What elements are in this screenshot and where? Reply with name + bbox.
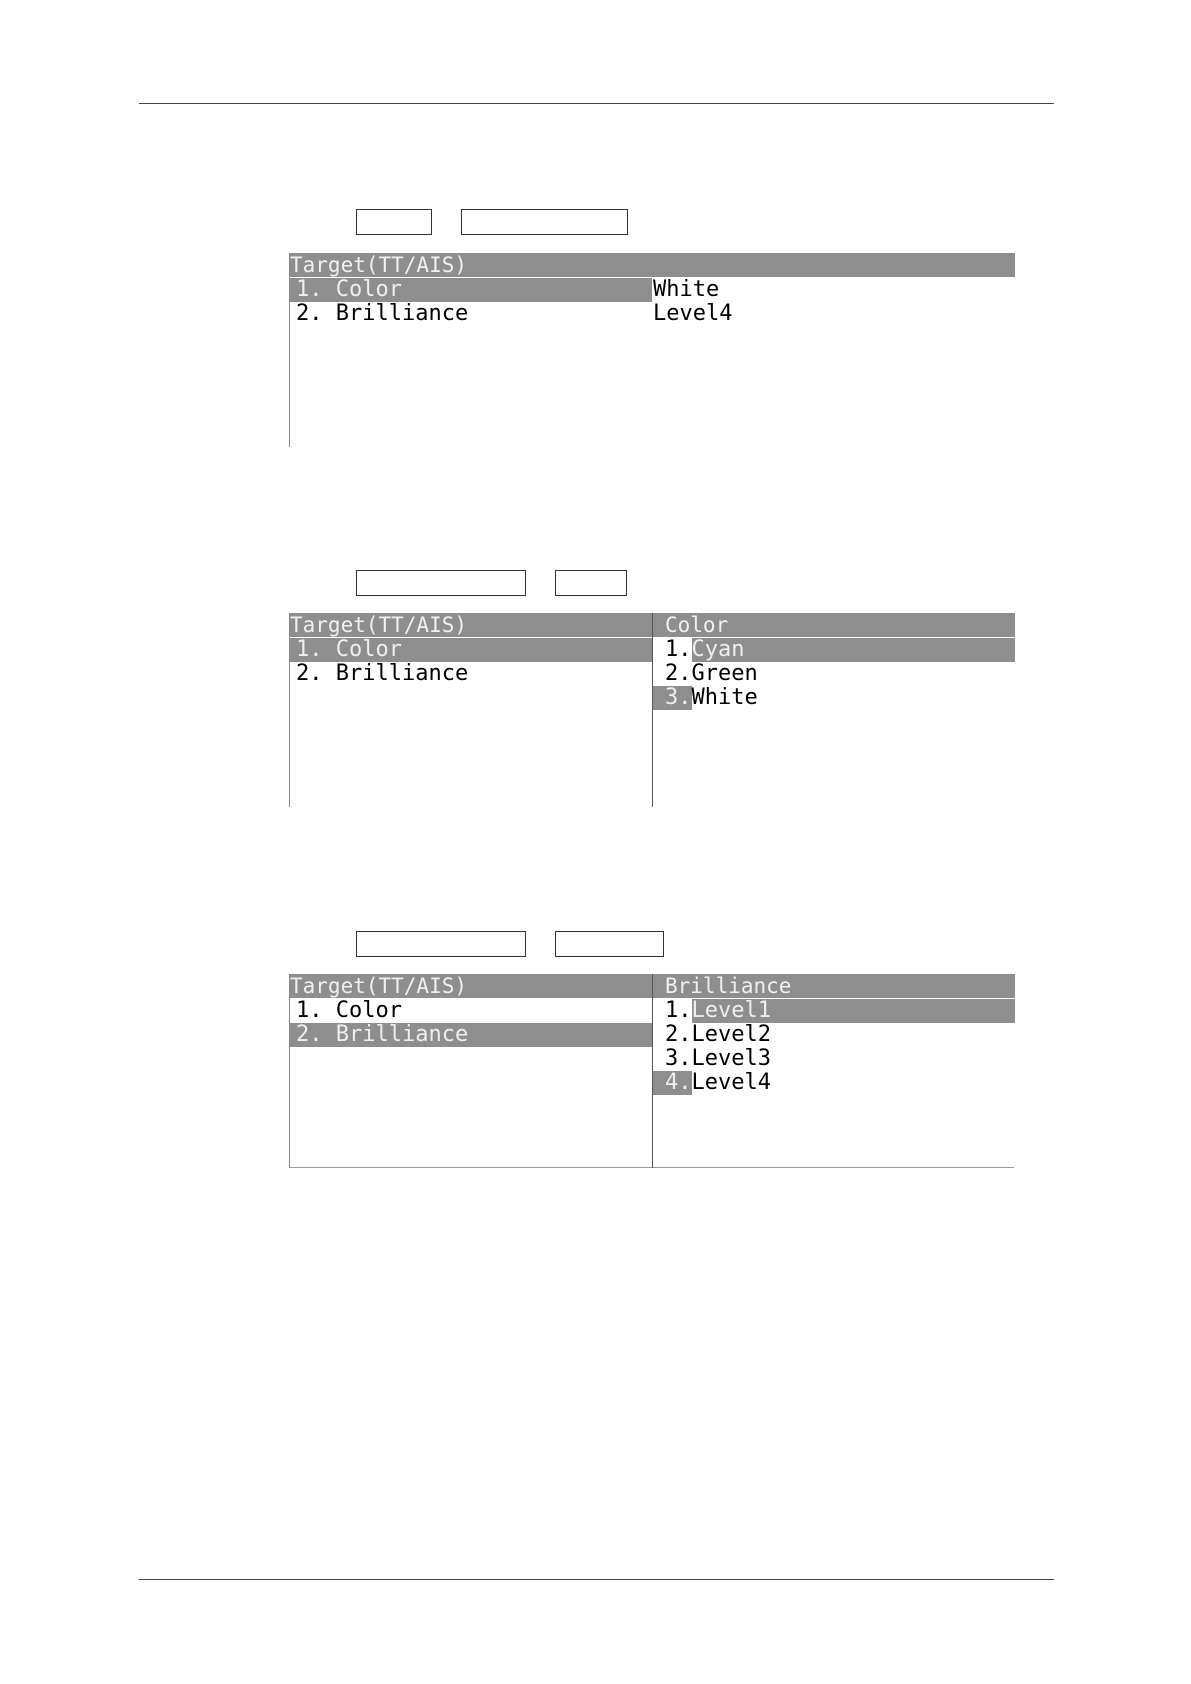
menu-item-label: 1. Color bbox=[296, 638, 402, 662]
option-number: 3. bbox=[653, 686, 692, 710]
menu-item-value: White bbox=[653, 278, 720, 302]
option-level3[interactable] bbox=[653, 1047, 1015, 1071]
option-label: Green bbox=[691, 662, 758, 686]
option-label: Cyan bbox=[691, 638, 745, 662]
option-level1[interactable] bbox=[653, 999, 1015, 1023]
option-number: 1. bbox=[653, 638, 692, 662]
option-number: 1. bbox=[653, 999, 692, 1023]
submenu-title bbox=[653, 613, 1015, 637]
menu-item-label: 1. Color bbox=[296, 999, 402, 1023]
submenu-title-text: Color bbox=[665, 613, 729, 637]
option-label: Level2 bbox=[691, 1023, 771, 1047]
option-label: White bbox=[691, 686, 758, 710]
submenu-title-text: Brilliance bbox=[665, 974, 792, 998]
menu-item-brilliance[interactable] bbox=[290, 302, 652, 326]
option-label: Level4 bbox=[691, 1071, 771, 1095]
menu-item-label: 2. Brilliance bbox=[296, 662, 469, 686]
option-white[interactable] bbox=[653, 686, 1015, 710]
menu-item-brilliance[interactable] bbox=[290, 1023, 652, 1047]
header-rule bbox=[139, 103, 1054, 104]
option-number: 2. bbox=[665, 1023, 692, 1047]
menu-item-color[interactable] bbox=[290, 278, 652, 302]
color-item-key-box[interactable] bbox=[356, 570, 526, 596]
option-number: 3. bbox=[665, 1047, 692, 1071]
menu-key-box[interactable] bbox=[356, 209, 432, 235]
menu-item-color[interactable] bbox=[290, 638, 652, 662]
option-green[interactable] bbox=[653, 662, 1015, 686]
panel-title-text: Target(TT/AIS) bbox=[290, 253, 468, 277]
menu-item-color-value bbox=[653, 278, 1015, 302]
menu-item-color[interactable] bbox=[290, 999, 652, 1023]
enter-key-box[interactable] bbox=[555, 570, 627, 596]
brilliance-item-key-box[interactable] bbox=[356, 931, 526, 957]
option-level2[interactable] bbox=[653, 1023, 1015, 1047]
menu-item-label: 2. Brilliance bbox=[296, 1023, 469, 1047]
panel-title-text: Target(TT/AIS) bbox=[290, 613, 468, 637]
menu-item-label: 1. Color bbox=[296, 278, 402, 302]
panel-title-text: Target(TT/AIS) bbox=[290, 974, 468, 998]
option-number: 4. bbox=[653, 1071, 692, 1095]
panel-title bbox=[290, 974, 652, 998]
footer-rule bbox=[139, 1579, 1054, 1580]
brilliance-submenu-panel bbox=[289, 974, 1014, 1168]
submenu-title bbox=[653, 974, 1015, 998]
option-cyan[interactable] bbox=[653, 638, 1015, 662]
option-label: Level1 bbox=[691, 999, 771, 1023]
option-level4[interactable] bbox=[653, 1071, 1015, 1095]
menu-item-value: Level4 bbox=[653, 302, 733, 326]
menu-item-brilliance-value bbox=[653, 302, 1015, 326]
enter-key-box[interactable] bbox=[555, 931, 664, 957]
color-submenu-panel bbox=[289, 613, 1014, 807]
menu-item-brilliance[interactable] bbox=[290, 662, 652, 686]
panel-title bbox=[290, 613, 652, 637]
target-menu-key-box[interactable] bbox=[461, 209, 628, 235]
target-menu-panel bbox=[289, 253, 1014, 447]
option-label: Level3 bbox=[691, 1047, 771, 1071]
menu-item-label: 2. Brilliance bbox=[296, 302, 469, 326]
option-number: 2. bbox=[665, 662, 692, 686]
panel-title bbox=[290, 253, 1015, 277]
